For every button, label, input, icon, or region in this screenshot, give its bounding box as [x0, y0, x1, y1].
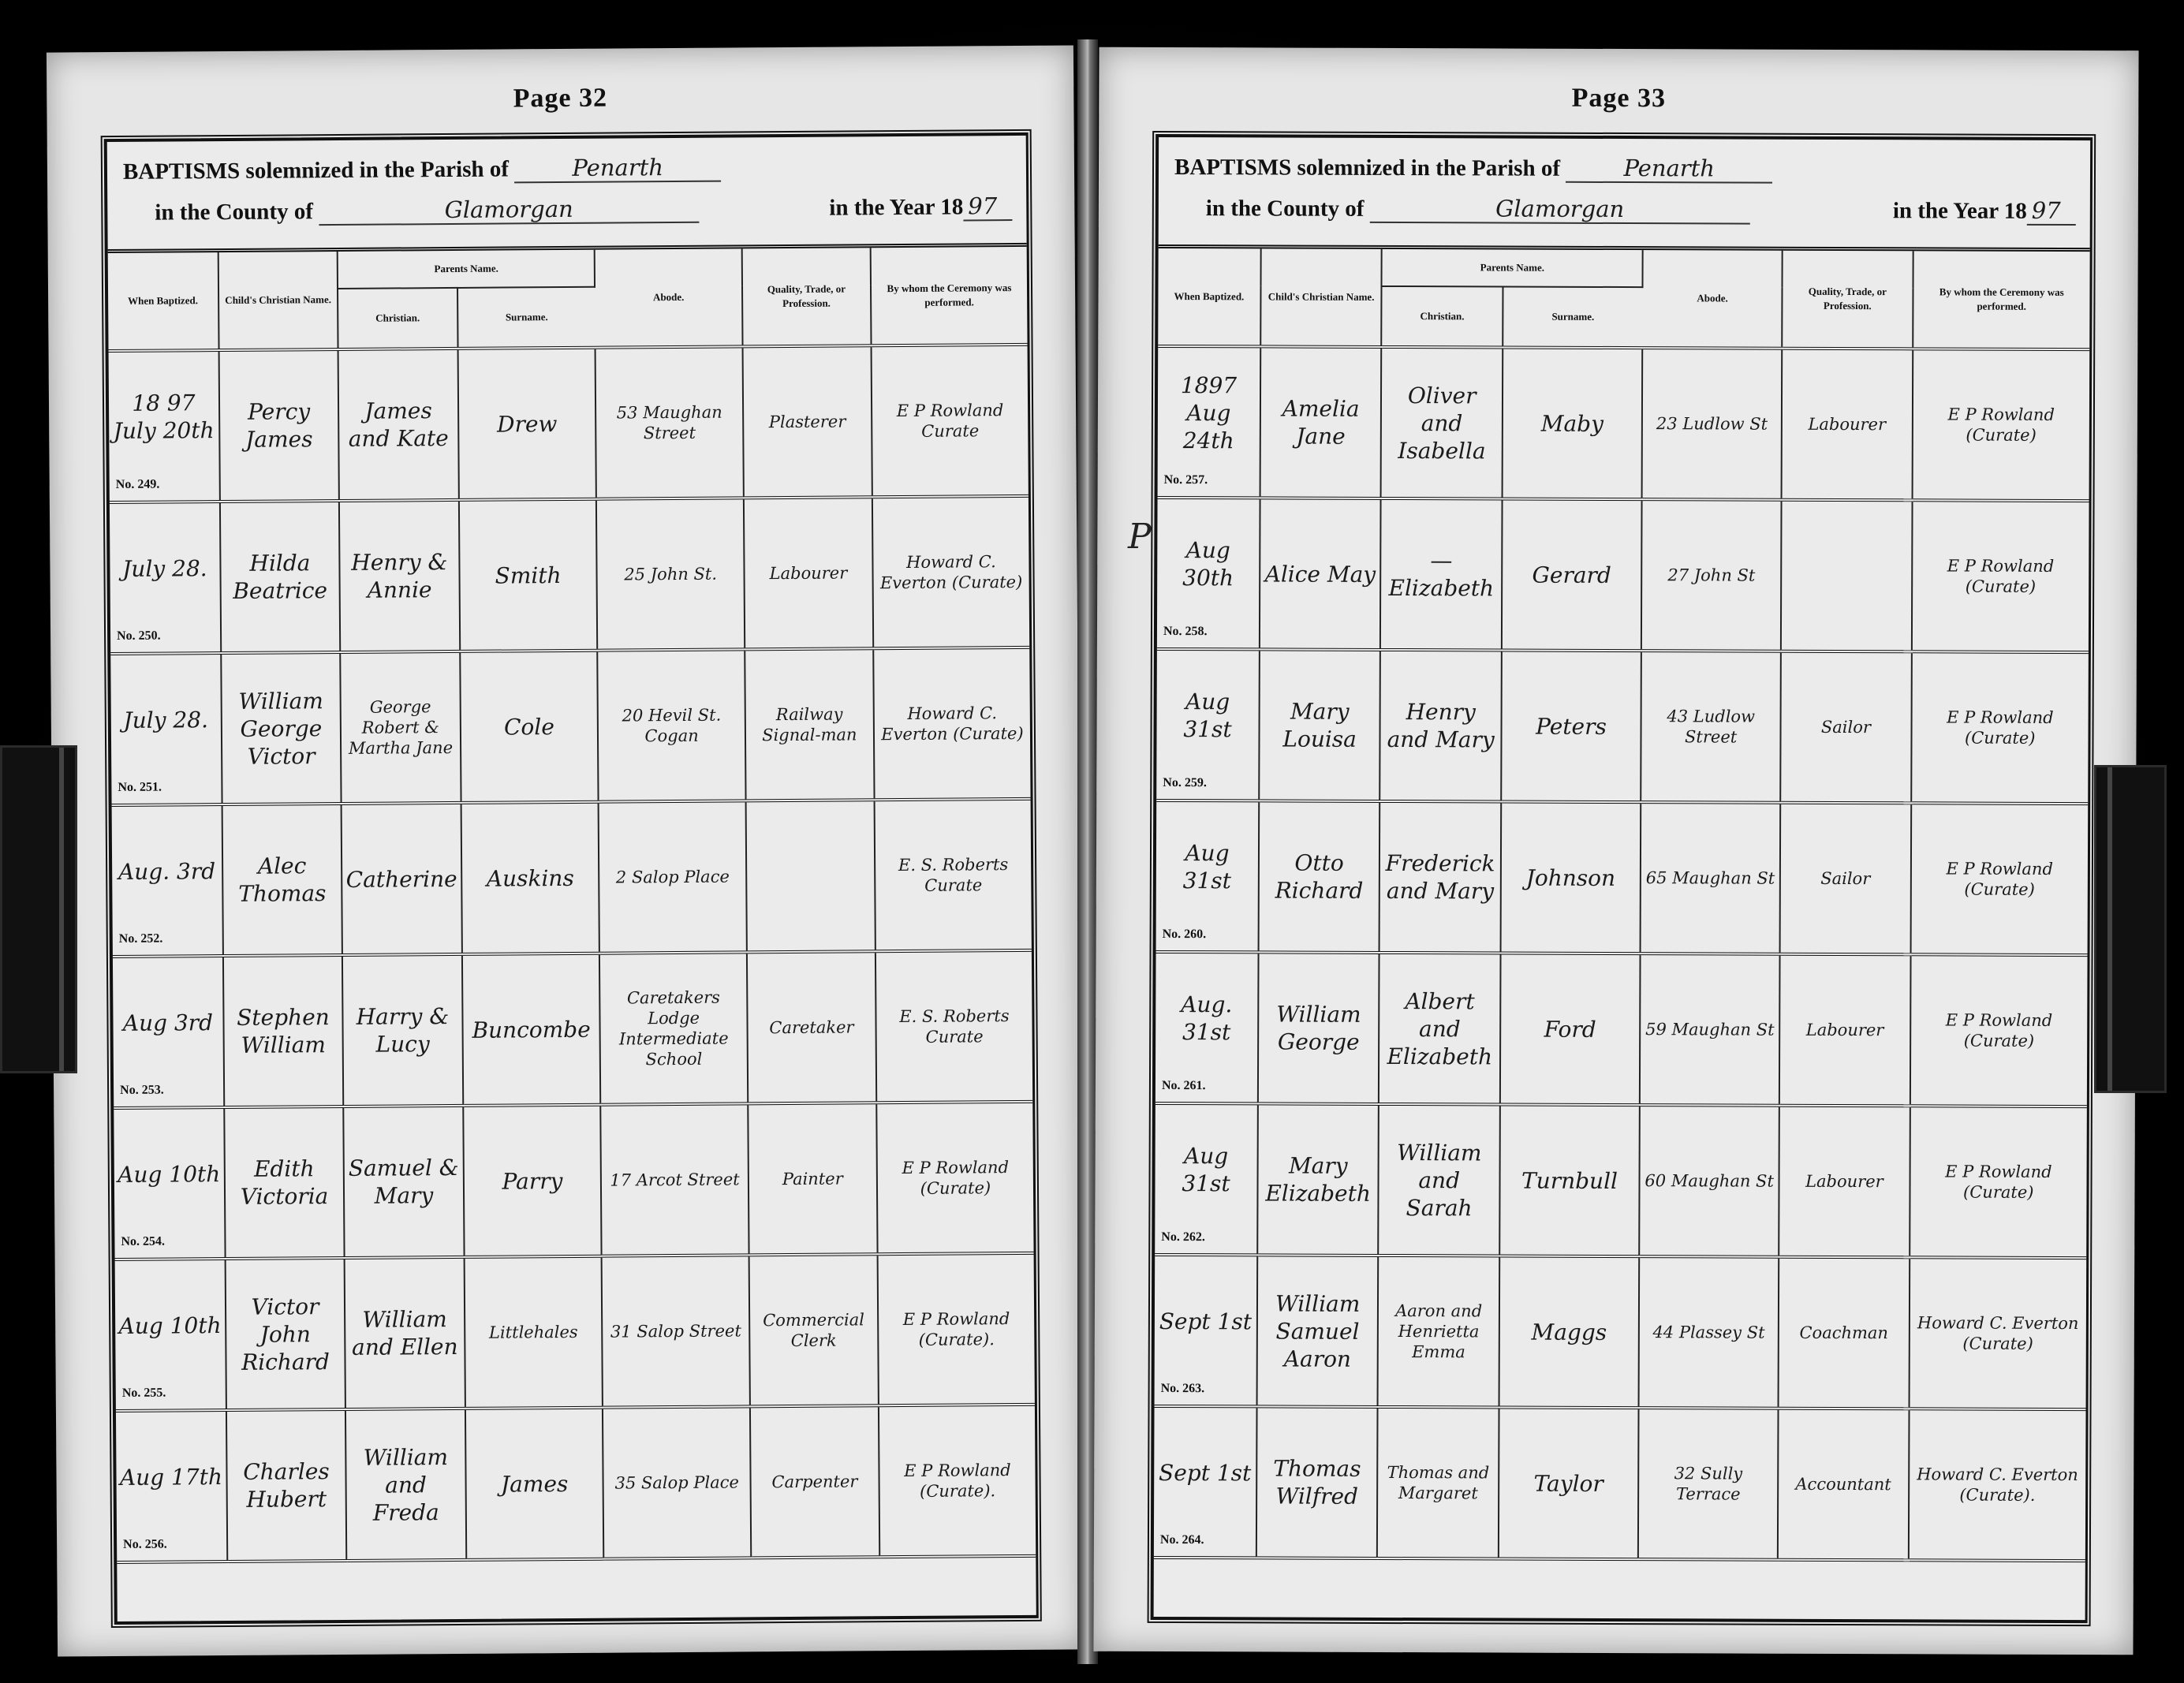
parents-christian: Thomas and Margaret — [1377, 1407, 1499, 1559]
col-quality-trade: Quality, Trade, or Profession. — [741, 248, 871, 346]
child-name: Edith Victoria — [224, 1106, 345, 1259]
entry-number: No. 254. — [121, 1234, 166, 1248]
table-row — [110, 647, 1030, 805]
parents-christian: Aaron and Henrietta Emma — [1378, 1256, 1499, 1408]
entry-number: No. 262. — [1161, 1230, 1205, 1245]
parents-christian: William and Ellen — [345, 1257, 465, 1409]
parents-surname: Littlehales — [464, 1256, 603, 1409]
officiant: Howard C. Everton (Curate). — [1908, 1409, 2085, 1561]
baptism-date: Aug 10th — [118, 1312, 222, 1339]
col-parents-name: Parents Name. — [338, 250, 595, 289]
col-parents-christian: Christian. — [338, 288, 457, 349]
right-register-page — [1093, 47, 2138, 1655]
trade: Sailor — [1780, 803, 1911, 955]
baptism-register-table — [1151, 134, 2093, 1623]
table-row — [116, 1405, 1036, 1562]
parents-christian: Albert and Elizabeth — [1379, 953, 1500, 1105]
table-row — [1155, 1103, 2087, 1258]
trade: Plasterer — [742, 345, 872, 498]
abode: 27 John St — [1641, 499, 1782, 651]
baptism-date: Aug 31st — [1182, 1143, 1230, 1197]
col-parents-name: Parents Name. — [1382, 249, 1643, 287]
baptism-date: Aug 10th — [118, 1160, 221, 1188]
trade: Commercial Clerk — [749, 1254, 878, 1406]
entry-number: No. 252. — [118, 931, 163, 946]
abode: Caretakers Lodge Intermediate School — [599, 952, 748, 1104]
table-row — [1156, 800, 2089, 955]
parents-christian: Frederick and Mary — [1379, 801, 1501, 953]
officiant: E P Rowland (Curate). — [877, 1253, 1034, 1405]
register-heading — [1159, 137, 2090, 252]
parents-surname: Maggs — [1499, 1256, 1639, 1408]
abode: 65 Maughan St — [1641, 802, 1781, 954]
trade: Sailor — [1780, 651, 1911, 804]
table-row — [110, 496, 1029, 654]
officiant: E P Rowland Curate — [871, 345, 1028, 497]
entry-number: No. 251. — [118, 780, 162, 794]
officiant: E. S. Roberts Curate — [875, 950, 1032, 1103]
year-value: 97 — [963, 192, 1012, 221]
heading-parish-prefix: BAPTISMS solemnized in the Parish of — [1174, 155, 1561, 181]
abode: 17 Arcot Street — [601, 1103, 749, 1256]
page-clip-right — [2094, 765, 2167, 1093]
parents-christian: William and Sarah — [1379, 1104, 1500, 1256]
table-row — [1158, 346, 2090, 501]
entry-number: No. 261. — [1161, 1078, 1206, 1093]
col-by-whom: By whom the Ceremony was performed. — [871, 247, 1028, 345]
child-name: Alec Thomas — [222, 804, 342, 956]
entry-number: No. 249. — [115, 477, 160, 491]
col-child-name: Child's Christian Name. — [1260, 248, 1382, 347]
table-row — [114, 1102, 1033, 1259]
parents-surname: Gerard — [1502, 498, 1642, 651]
county-name: Glamorgan — [1370, 195, 1750, 225]
abode: 20 Hevil St. Cogan — [598, 649, 746, 801]
parents-christian: Samuel & Mary — [343, 1106, 464, 1258]
baptism-date: Aug. 3rd — [118, 857, 216, 885]
heading-year-prefix: in the Year 18 — [1892, 198, 2027, 224]
table-row — [109, 345, 1029, 502]
parents-surname: Maby — [1502, 347, 1642, 499]
col-parents-surname: Surname. — [1503, 286, 1642, 348]
trade: Labourer — [1779, 1106, 1910, 1258]
table-row — [115, 1253, 1035, 1411]
parents-christian: George Robert & Martha Jane — [340, 651, 461, 804]
officiant: E P Rowland (Curate) — [1910, 1106, 2087, 1258]
trade: Painter — [748, 1103, 877, 1255]
table-row — [1156, 649, 2089, 804]
parents-surname: Turnbull — [1499, 1104, 1640, 1256]
child-name: William George Victor — [221, 652, 342, 804]
register-heading — [107, 136, 1027, 253]
entry-number: No. 255. — [121, 1386, 166, 1400]
parents-surname: Johnson — [1500, 801, 1641, 953]
trade: Labourer — [1782, 349, 1913, 501]
entry-number: No. 264. — [1159, 1532, 1204, 1547]
officiant: E P Rowland (Curate) — [876, 1102, 1033, 1254]
page-clip-left — [0, 745, 77, 1073]
entry-number: No. 260. — [1162, 927, 1207, 942]
abode: 43 Ludlow Street — [1641, 651, 1781, 803]
col-when-baptized: When Baptized. — [1158, 248, 1260, 346]
abode: 53 Maughan Street — [595, 346, 744, 498]
parents-surname: Cole — [460, 651, 599, 803]
parents-christian: William and Freda — [345, 1409, 466, 1561]
parents-surname: Smith — [459, 499, 598, 651]
parents-christian: Harry & Lucy — [342, 954, 463, 1106]
heading-year-prefix: in the Year 18 — [829, 194, 964, 221]
col-parents-christian: Christian. — [1382, 286, 1503, 348]
entry-number: No. 257. — [1163, 472, 1208, 487]
abode: 23 Ludlow St — [1642, 348, 1783, 500]
parents-surname: Parry — [463, 1105, 602, 1257]
entry-number: No. 250. — [117, 629, 161, 643]
left-register-page — [47, 45, 1085, 1656]
trade: Railway Signal-man — [745, 648, 874, 800]
abode: 35 Salop Place — [603, 1406, 751, 1558]
col-abode: Abode. — [595, 248, 742, 347]
page-number-label: Page 32 — [513, 83, 608, 114]
county-name: Glamorgan — [319, 195, 699, 226]
parents-christian: Catherine — [342, 803, 462, 955]
trade: Labourer — [1779, 954, 1910, 1106]
baptism-date: July 28. — [122, 554, 207, 582]
baptism-date: Aug 3rd — [122, 1009, 214, 1036]
child-name: William Samuel Aaron — [1256, 1255, 1378, 1407]
baptism-date: Sept 1st — [1159, 1459, 1252, 1486]
trade — [745, 800, 875, 952]
parents-surname: Peters — [1501, 650, 1641, 802]
parents-christian: Henry & Annie — [339, 500, 460, 652]
abode: 44 Plassey St — [1639, 1256, 1779, 1409]
trade — [1781, 500, 1912, 652]
baptism-date: Aug 17th — [119, 1463, 223, 1491]
child-name: Thomas Wilfred — [1256, 1406, 1378, 1558]
child-name: William George — [1258, 952, 1379, 1104]
baptism-date: Aug. 31st — [1181, 991, 1233, 1046]
child-name: Percy James — [218, 349, 339, 502]
child-name: Stephen William — [223, 955, 344, 1107]
abode: 59 Maughan St — [1640, 953, 1780, 1106]
parents-christian: Henry and Mary — [1380, 650, 1502, 802]
officiant: E P Rowland (Curate) — [1912, 349, 2089, 501]
child-name: Amelia Jane — [1260, 346, 1381, 498]
baptism-date: July 28. — [123, 706, 209, 733]
table-row — [1154, 1406, 2086, 1561]
child-name: Otto Richard — [1258, 800, 1379, 953]
trade: Labourer — [744, 497, 873, 649]
entry-number: No. 258. — [1163, 624, 1208, 639]
officiant: Howard C. Everton (Curate) — [872, 496, 1029, 648]
entry-number: No. 253. — [120, 1083, 164, 1097]
col-child-name: Child's Christian Name. — [218, 252, 338, 350]
table-row — [1155, 952, 2088, 1106]
parents-surname: Auskins — [461, 802, 599, 954]
officiant: E P Rowland (Curate) — [1911, 651, 2089, 804]
officiant: Howard C. Everton (Curate) — [873, 647, 1030, 800]
trade: Accountant — [1778, 1409, 1909, 1561]
entry-number: No. 256. — [123, 1537, 167, 1551]
baptism-date: Aug 31st — [1182, 840, 1232, 894]
col-quality-trade: Quality, Trade, or Profession. — [1782, 251, 1913, 349]
margin-mark: P — [1128, 517, 1152, 557]
heading-county-prefix: in the County of — [1205, 196, 1365, 222]
child-name: Victor John Richard — [225, 1258, 345, 1410]
baptism-register-table — [104, 132, 1039, 1625]
heading-parish-prefix: BAPTISMS solemnized in the Parish of — [122, 156, 510, 185]
child-name: Charles Hubert — [226, 1409, 347, 1562]
child-name: Hilda Beatrice — [220, 501, 341, 653]
table-row — [113, 950, 1032, 1108]
child-name: Mary Elizabeth — [1257, 1103, 1379, 1256]
page-number-label: Page 33 — [1571, 83, 1667, 114]
parents-christian: James and Kate — [338, 349, 459, 501]
parents-surname: James — [465, 1408, 604, 1560]
officiant: E. S. Roberts Curate — [874, 799, 1031, 951]
entry-number: No. 263. — [1160, 1381, 1205, 1396]
officiant: E P Rowland (Curate). — [879, 1405, 1036, 1557]
entries-table — [1154, 248, 2090, 1562]
child-name: Mary Louisa — [1259, 649, 1380, 801]
officiant: E P Rowland (Curate) — [1910, 803, 2088, 955]
parish-name: Penarth — [1566, 155, 1772, 184]
entries-table — [108, 247, 1036, 1564]
col-by-whom: By whom the Ceremony was performed. — [1913, 251, 2090, 349]
entry-number: No. 259. — [1163, 775, 1207, 790]
parents-surname: Buncombe — [462, 953, 601, 1106]
baptism-date: Aug 31st — [1183, 688, 1232, 743]
heading-county-prefix: in the County of — [155, 199, 314, 226]
parents-surname: Taylor — [1499, 1407, 1639, 1559]
child-name: Alice May — [1260, 498, 1381, 650]
trade: Caretaker — [747, 951, 876, 1103]
parish-name: Penarth — [514, 154, 721, 184]
officiant: E P Rowland (Curate) — [1910, 954, 2087, 1106]
table-row — [112, 799, 1032, 957]
year-value: 97 — [2027, 197, 2076, 226]
parents-christian: Oliver and Isabella — [1381, 347, 1503, 499]
officiant: E P Rowland (Curate) — [1911, 500, 2089, 652]
abode: 2 Salop Place — [599, 800, 747, 953]
baptism-date: 1897 Aug 24th — [1180, 371, 1238, 453]
abode: 25 John St. — [596, 498, 745, 650]
baptism-date: 18 97 July 20th — [113, 390, 215, 444]
parents-surname: Ford — [1500, 953, 1641, 1105]
officiant: Howard C. Everton (Curate) — [1909, 1257, 2086, 1409]
table-row — [1157, 498, 2089, 652]
table-row — [1155, 1255, 2087, 1409]
trade: Coachman — [1779, 1257, 1910, 1409]
baptism-date: Aug 30th — [1182, 537, 1234, 591]
trade: Carpenter — [750, 1405, 879, 1558]
col-when-baptized: When Baptized. — [108, 252, 219, 351]
baptism-date: Sept 1st — [1159, 1308, 1253, 1334]
parents-surname: Drew — [457, 348, 596, 500]
abode: 31 Salop Street — [602, 1255, 750, 1407]
abode: 60 Maughan St — [1639, 1105, 1779, 1257]
abode: 32 Sully Terrace — [1638, 1408, 1779, 1560]
parents-christian: — Elizabeth — [1380, 498, 1502, 651]
col-abode: Abode. — [1642, 250, 1783, 349]
col-parents-surname: Surname. — [457, 287, 595, 349]
